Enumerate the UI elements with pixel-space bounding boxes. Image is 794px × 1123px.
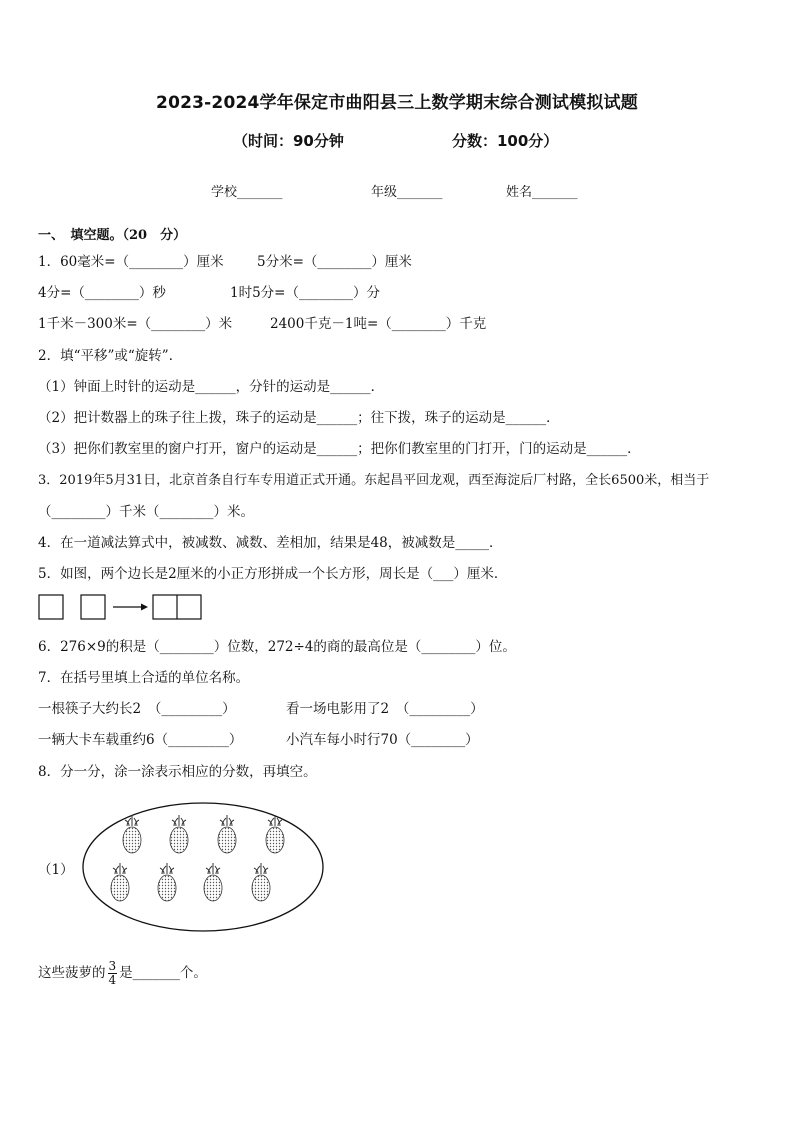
pineapple-icon: [218, 815, 236, 853]
pineapple-ellipse-figure: [80, 800, 326, 934]
pineapple-icon: [252, 863, 270, 901]
small-square-2: [81, 595, 105, 619]
page-title: 2023-2024学年保定市曲阳县三上数学期末综合测试模拟试题: [156, 93, 638, 113]
exam-time: （时间：90分钟: [233, 132, 344, 150]
q6-text: 6．276×9的积是（________）位数，272÷4的商的最高位是（________）位。: [38, 639, 516, 655]
q2-sub-3: （3）把你们教室里的窗户打开，窗户的运动是______；把你们教室里的门打开，门的运动是______．: [38, 441, 641, 457]
school-field: 学校_______: [211, 185, 283, 200]
q1-part-b: 5分米=（________）厘米: [257, 254, 412, 270]
answer-suffix: 是_______个。: [119, 965, 207, 981]
q1-part-d: 1时5分=（________）分: [230, 285, 380, 301]
ellipse-outline: [83, 803, 323, 931]
fraction-denominator: 4: [108, 973, 117, 987]
fraction-three-quarters: [108, 960, 118, 987]
pineapple-icon: [204, 863, 222, 901]
q3-line-2: （________）千米（________）米。: [38, 504, 254, 520]
q8-part-label: （1）: [38, 862, 74, 878]
q8-stem: 8．分一分，涂一涂表示相应的分数，再填空。: [38, 764, 317, 780]
q8-answer-line: [38, 960, 207, 987]
q2-stem: 2．填“平移”或“旋转”．: [38, 348, 183, 364]
arrow-head: [141, 604, 148, 611]
pineapple-icon: [158, 863, 176, 901]
q2-sub-1: （1）钟面上时针的运动是______，分针的运动是______．: [38, 379, 385, 395]
q7-stem: 7．在括号里填上合适的单位名称。: [38, 670, 250, 686]
pineapple-icon: [111, 863, 129, 901]
section-heading: 一、 填空题。（20 分）: [38, 228, 187, 243]
q7-part-a: 一根筷子大约长2 （_________）: [38, 701, 236, 717]
fraction-numerator: 3: [108, 959, 117, 973]
q4-text: 4．在一道减法算式中，被减数、减数、差相加，结果是48，被减数是_____．: [38, 535, 503, 551]
q5-squares-figure: [38, 594, 208, 620]
q5-text: 5．如图，两个边长是2厘米的小正方形拼成一个长方形，周长是（___）厘米．: [38, 566, 508, 582]
exam-score: 分数：100分）: [452, 132, 559, 150]
answer-prefix: 这些菠萝的: [38, 965, 106, 981]
q1-part-f: 2400千克－1吨=（________）千克: [270, 316, 487, 332]
pineapple-icon: [170, 815, 188, 853]
q1-part-a: 1．60毫米=（________）厘米: [38, 254, 224, 270]
q7-part-c: 一辆大卡车载重约6（_________）: [38, 732, 243, 748]
q1-part-e: 1千米－300米=（________）米: [38, 316, 233, 332]
q1-part-c: 4分=（________）秒: [38, 285, 166, 301]
grade-field: 年级_______: [371, 185, 443, 200]
q7-part-b: 看一场电影用了2 （_________）: [286, 701, 484, 717]
pineapple-icon: [266, 815, 284, 853]
small-square-1: [39, 595, 63, 619]
q2-sub-2: （2）把计数器上的珠子往上拨，珠子的运动是______；往下拨，珠子的运动是______．: [38, 410, 560, 426]
pineapple-icon: [123, 815, 141, 853]
q3-line-1: 3．2019年5月31日，北京首条自行车专用道正式开通。东起昌平回龙观，西至海淀后厂村路，全长6500米，相当于: [38, 473, 710, 488]
q7-part-d: 小汽车每小时行70（________）: [286, 732, 479, 748]
name-field: 姓名_______: [506, 185, 578, 200]
